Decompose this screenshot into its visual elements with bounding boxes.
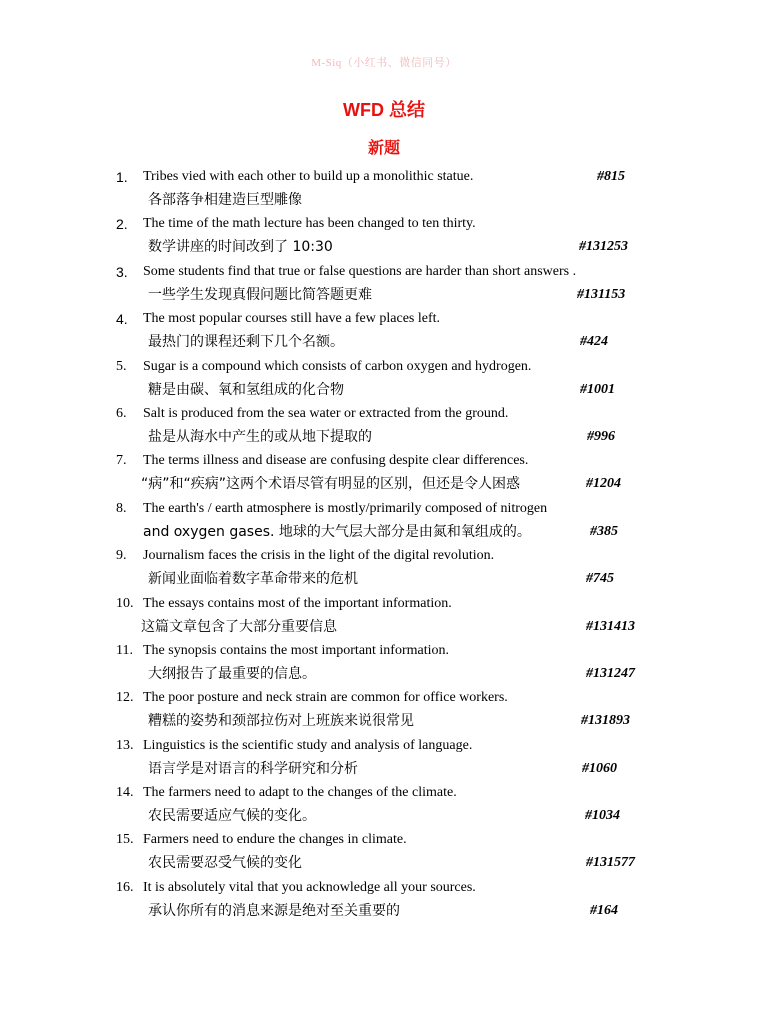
question-code: #745 [586,571,614,587]
question-code: #131253 [579,239,628,255]
item-number: 16. [116,879,134,895]
question-code: #131577 [586,855,635,871]
chinese-translation: 农民需要适应气候的变化。 [148,808,316,825]
question-code: #1204 [586,476,621,492]
chinese-translation: 这篇文章包含了大部分重要信息 [141,618,337,635]
english-sentence: The essays contains most of the important information. [143,595,452,611]
chinese-translation: 盐是从海水中产生的或从地下提取的 [148,428,372,445]
question-code: #996 [587,428,615,444]
list-item [0,640,768,687]
list-item [0,687,768,734]
item-number: 7. [116,453,127,469]
question-code: #1001 [580,381,615,397]
english-sentence: Journalism faces the crisis in the light of the digital revolution. [143,548,495,564]
english-sentence: Some students find that true or false questions are harder than short answers . [143,263,577,279]
watermark: M-Siq（小红书、微信同号） [311,57,457,69]
question-code: #131893 [581,713,630,729]
list-item [0,782,768,829]
question-code: #131413 [586,618,635,634]
english-sentence: Linguistics is the scientific study and analysis of language. [143,737,473,753]
chinese-translation: 糟糕的姿势和颈部拉伤对上班族来说很常见 [148,713,414,730]
chinese-translation: 糖是由碳、氧和氢组成的化合物 [148,381,344,398]
english-sentence: Farmers need to endure the changes in climate. [143,832,407,848]
english-sentence: The poor posture and neck strain are common for office workers. [143,690,508,706]
question-code: #131247 [586,665,635,681]
chinese-translation: and oxygen gases. 地球的大气层大部分是由氮和氧组成的。 [143,523,531,540]
list-item [0,498,768,545]
list-item [0,403,768,450]
item-number: 10. [116,595,134,611]
sentence-list [0,166,768,924]
item-number: 2. [116,216,128,233]
chinese-translation: 最热门的课程还剩下几个名额。 [148,334,344,351]
english-sentence: The farmers need to adapt to the changes of the climate. [143,785,457,801]
list-item [0,261,768,308]
list-item [0,593,768,640]
english-sentence: The most popular courses still have a few places left. [143,311,441,327]
question-code: #815 [597,169,625,184]
list-item [0,735,768,782]
list-item [0,308,768,355]
question-code: #424 [580,334,608,350]
item-number: 11. [116,642,133,658]
english-sentence: The synopsis contains the most important information. [143,642,450,658]
chinese-translation: 数学讲座的时间改到了 10:30 [148,239,333,256]
english-sentence: It is absolutely vital that you acknowledge all your sources. [143,879,476,895]
english-sentence: Salt is produced from the sea water or extracted from the ground. [143,405,509,421]
chinese-translation: 各部落争相建造巨型雕像 [148,192,302,208]
question-code: #1060 [582,760,617,776]
english-sentence: Tribes vied with each other to build up a monolithic statue. [143,169,474,184]
section-subtitle: 新题 [367,138,400,157]
list-item [0,545,768,592]
item-number: 4. [116,311,128,328]
chinese-translation: 大纲报告了最重要的信息。 [148,665,316,682]
question-code: #1034 [585,808,620,824]
english-sentence: The earth's / earth atmosphere is mostly/primarily composed of nitrogen [143,500,548,516]
chinese-translation: 语言学是对语言的科学研究和分析 [148,760,358,777]
chinese-translation: 一些学生发现真假问题比简答题更难 [148,286,372,303]
english-sentence: The time of the math lecture has been changed to ten thirty. [143,216,476,232]
list-item [0,356,768,403]
question-code: #131153 [577,286,626,302]
chinese-translation: 新闻业面临着数字革命带来的危机 [148,571,358,588]
item-number: 1. [116,169,128,185]
item-number: 14. [116,785,134,801]
item-number: 9. [116,548,127,564]
chinese-translation: 农民需要忍受气候的变化 [148,855,302,872]
list-item [0,166,768,213]
chinese-translation: “病”和“疾病”这两个术语尽管有明显的区别，但还是令人困惑 [141,476,521,493]
list-item [0,213,768,260]
list-item [0,877,768,924]
list-item [0,450,768,497]
item-number: 13. [116,737,134,753]
item-number: 6. [116,405,127,421]
page-title: WFD 总结 [343,100,425,120]
chinese-translation: 承认你所有的消息来源是绝对至关重要的 [148,902,400,919]
question-code: #385 [590,523,618,539]
item-number: 12. [116,690,134,706]
item-number: 3. [116,263,128,280]
list-item [0,829,768,876]
item-number: 8. [116,500,127,516]
question-code: #164 [590,902,618,918]
english-sentence: Sugar is a compound which consists of carbon oxygen and hydrogen. [143,358,532,374]
english-sentence: The terms illness and disease are confusing despite clear differences. [143,453,529,469]
item-number: 15. [116,832,134,848]
item-number: 5. [116,358,127,374]
